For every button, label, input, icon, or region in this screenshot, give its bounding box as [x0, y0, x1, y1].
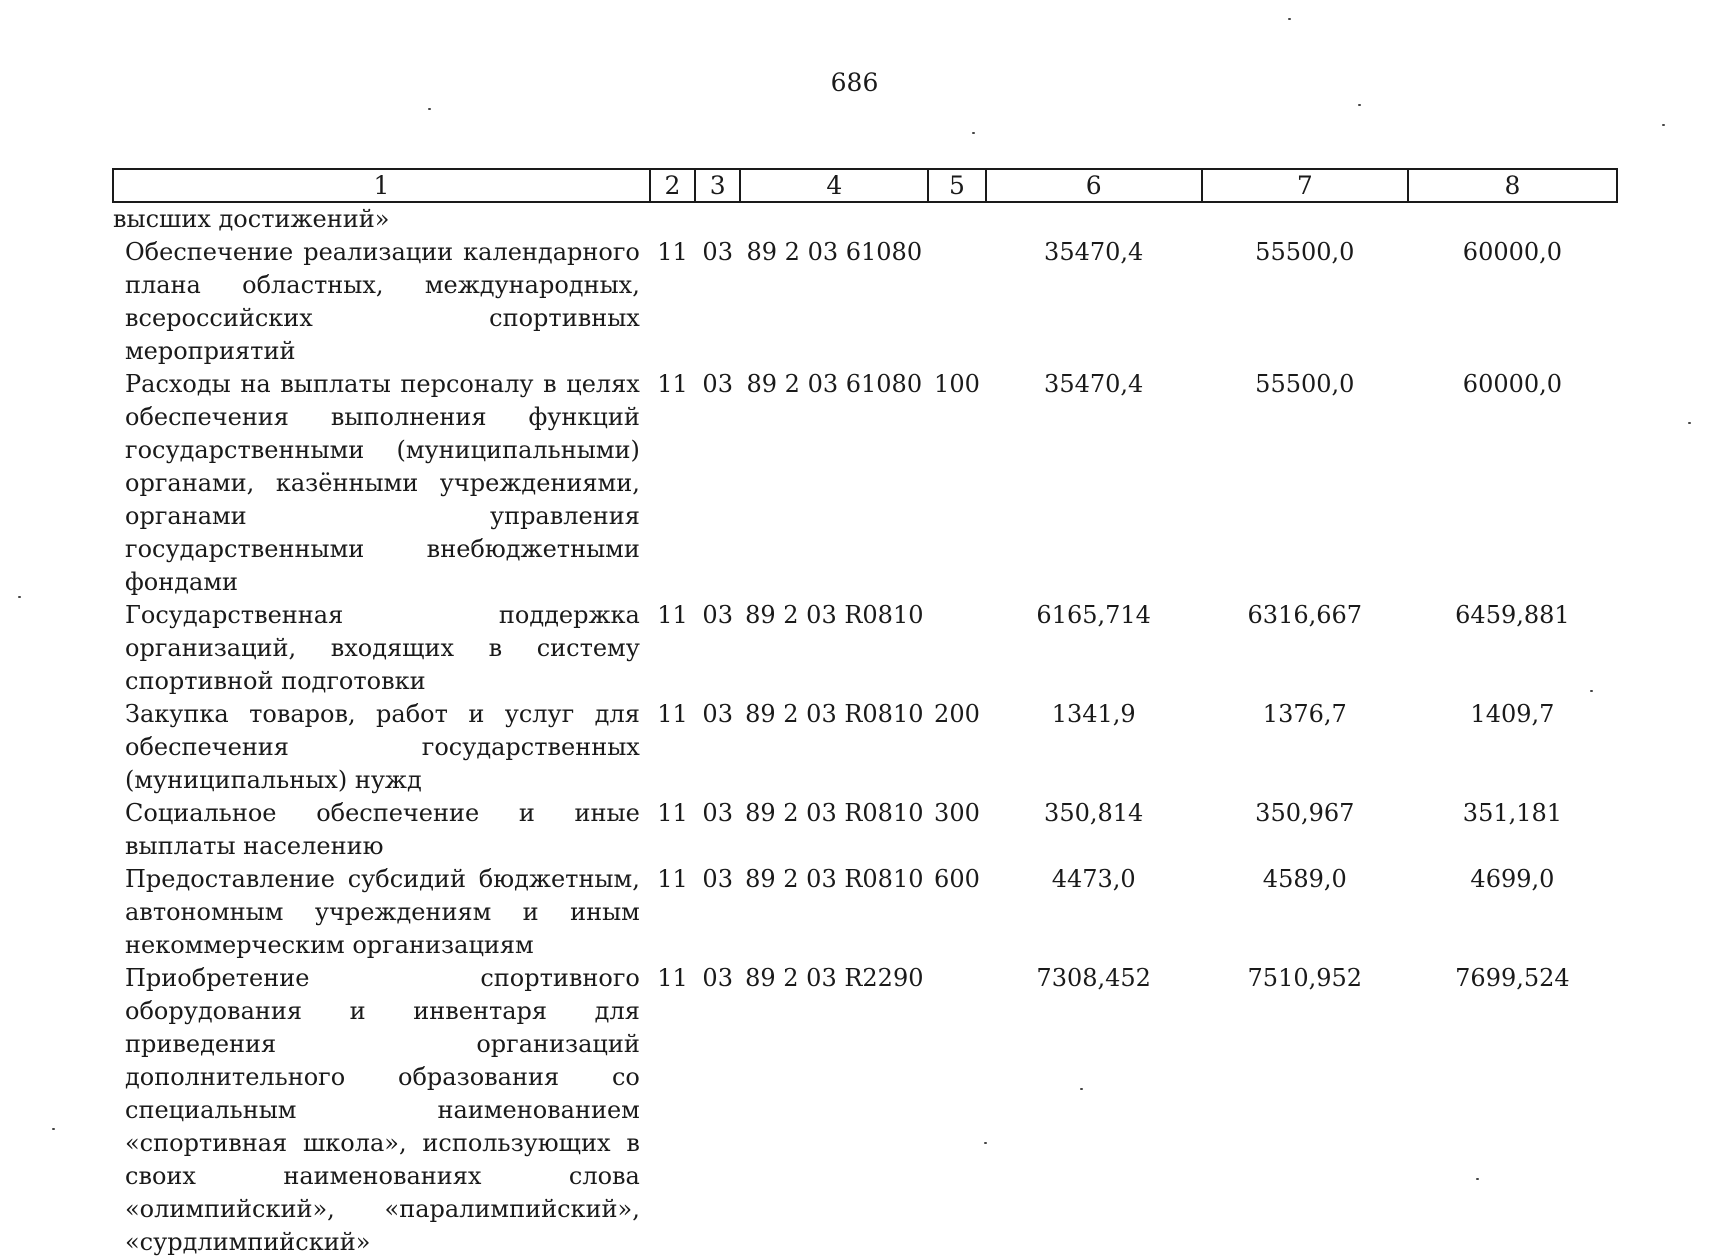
subsection-code: 03 — [702, 238, 733, 266]
continuation-text: высших достижений» — [113, 205, 390, 233]
scan-speck — [972, 132, 975, 134]
expense-type-code: 200 — [934, 700, 980, 728]
row-description: Закупка товаров, работ и услуг для обеспечения государственных (муниципальных) нужд — [125, 700, 640, 794]
subsection-code: 03 — [702, 601, 733, 629]
amount-col-8: 60000,0 — [1462, 238, 1563, 266]
continuation-row — [113, 202, 1617, 236]
scan-speck — [1476, 1178, 1479, 1180]
amount-col-6: 4473,0 — [1051, 865, 1136, 893]
table-row — [113, 962, 1617, 1259]
scan-speck — [1662, 124, 1665, 126]
scan-speck — [18, 596, 21, 598]
amount-col-7: 7510,952 — [1247, 964, 1363, 992]
row-description: Государственная поддержка организаций, входящих в систему спортивной подготовки — [125, 601, 640, 695]
target-article-code: 89 2 03 R2290 — [745, 964, 924, 992]
target-article-code: 89 2 03 61080 — [746, 238, 923, 266]
column-header-7: 7 — [1202, 169, 1408, 202]
row-description: Расходы на выплаты персоналу в целях обеспечения выполнения функций государственными (муниципальными) органами, казёнными учреждениями, органами управления государственными внебюджетными фондами — [125, 370, 640, 596]
column-header-2: 2 — [650, 169, 695, 202]
scan-speck — [1590, 690, 1593, 692]
subsection-code: 03 — [702, 700, 733, 728]
table-row — [113, 236, 1617, 368]
scan-speck — [1288, 18, 1291, 20]
header-row — [113, 169, 1617, 202]
section-code: 11 — [657, 370, 688, 398]
section-code: 11 — [657, 601, 688, 629]
table-row — [113, 599, 1617, 698]
target-article-code: 89 2 03 R0810 — [745, 865, 924, 893]
amount-col-7: 350,967 — [1255, 799, 1355, 827]
amount-col-6: 6165,714 — [1036, 601, 1151, 629]
amount-col-8: 60000,0 — [1462, 370, 1563, 398]
column-header-5: 5 — [928, 169, 985, 202]
subsection-code: 03 — [702, 865, 733, 893]
expense-type-code: 100 — [934, 370, 980, 398]
budget-table — [112, 168, 1618, 1259]
scan-speck — [1358, 104, 1361, 106]
page-number: 686 — [830, 68, 879, 97]
column-header-8: 8 — [1408, 169, 1617, 202]
subsection-code: 03 — [702, 370, 733, 398]
amount-col-8: 351,181 — [1462, 799, 1563, 827]
table-row — [113, 797, 1617, 863]
column-header-6: 6 — [986, 169, 1202, 202]
section-code: 11 — [657, 700, 688, 728]
section-code: 11 — [657, 799, 688, 827]
section-code: 11 — [657, 964, 688, 992]
target-article-code: 89 2 03 R0810 — [745, 799, 924, 827]
scan-speck — [1080, 1088, 1083, 1090]
target-article-code: 89 2 03 R0810 — [745, 601, 924, 629]
column-header-3: 3 — [695, 169, 740, 202]
scan-speck — [428, 108, 431, 110]
amount-col-6: 7308,452 — [1036, 964, 1151, 992]
amount-col-8: 1409,7 — [1470, 700, 1555, 728]
expense-type-code — [928, 962, 985, 1259]
section-code: 11 — [657, 238, 688, 266]
amount-col-6: 350,814 — [1044, 799, 1144, 827]
scan-speck — [52, 1128, 55, 1130]
row-description: Обеспечение реализации календарного плана областных, международных, всероссийских спортивных мероприятий — [125, 238, 640, 365]
amount-col-6: 35470,4 — [1044, 370, 1144, 398]
table-row — [113, 368, 1617, 599]
amount-col-7: 55500,0 — [1255, 238, 1355, 266]
amount-col-8: 7699,524 — [1455, 964, 1570, 992]
scan-speck — [984, 1142, 987, 1144]
target-article-code: 89 2 03 R0810 — [745, 700, 924, 728]
amount-col-8: 6459,881 — [1455, 601, 1570, 629]
row-description: Социальное обеспечение и иные выплаты населению — [125, 799, 640, 860]
expense-type-code — [928, 236, 985, 368]
column-header-4: 4 — [740, 169, 928, 202]
expense-type-code — [928, 599, 985, 698]
amount-col-7: 1376,7 — [1262, 700, 1347, 728]
column-header-1: 1 — [113, 169, 650, 202]
amount-col-7: 55500,0 — [1255, 370, 1355, 398]
expense-type-code: 600 — [934, 865, 980, 893]
expense-type-code: 300 — [934, 799, 980, 827]
row-description: Предоставление субсидий бюджетным, автономным учреждениям и иным некоммерческим организациям — [125, 865, 640, 959]
amount-col-7: 4589,0 — [1262, 865, 1347, 893]
subsection-code: 03 — [702, 799, 733, 827]
amount-col-8: 4699,0 — [1470, 865, 1555, 893]
subsection-code: 03 — [702, 964, 733, 992]
row-description: Приобретение спортивного оборудования и инвентаря для приведения организаций дополнительного образования со специальным наименованием «спортивная школа», использующих в своих наименованиях слова «олимпийский», «паралимпийский», «сурдлимпийский» — [125, 964, 640, 1256]
amount-col-7: 6316,667 — [1247, 601, 1363, 629]
amount-col-6: 1341,9 — [1051, 700, 1136, 728]
amount-col-6: 35470,4 — [1044, 238, 1144, 266]
scan-speck — [1688, 422, 1691, 424]
section-code: 11 — [657, 865, 688, 893]
table-row — [113, 863, 1617, 962]
target-article-code: 89 2 03 61080 — [746, 370, 923, 398]
table-row — [113, 698, 1617, 797]
